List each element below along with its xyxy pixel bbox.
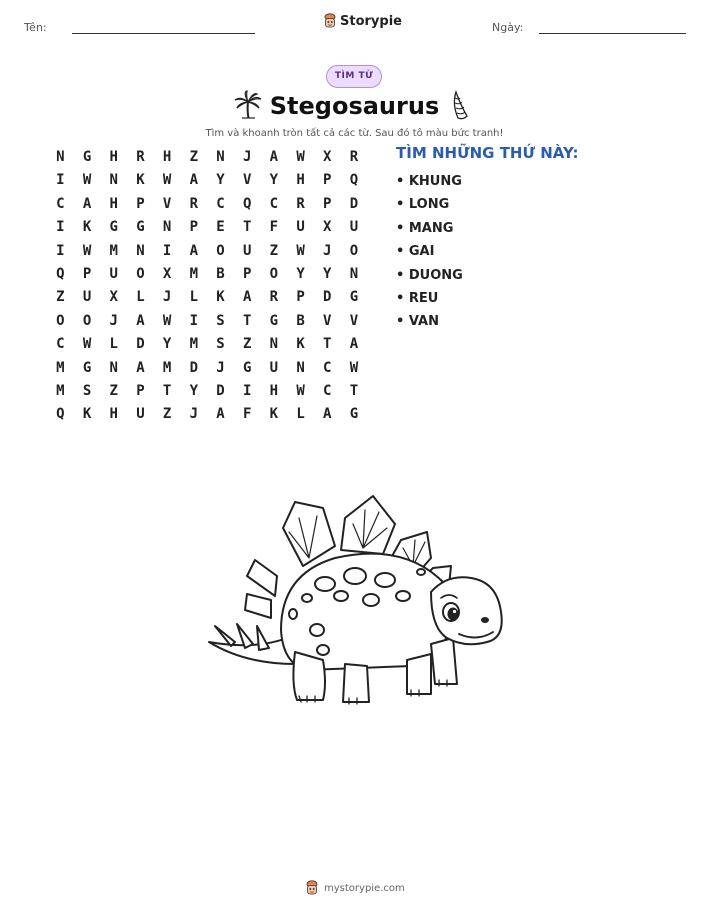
grid-letter[interactable]: G bbox=[242, 359, 252, 376]
grid-letter[interactable]: L bbox=[109, 336, 118, 353]
word-list-item: • DUONG bbox=[396, 264, 463, 287]
grid-letter[interactable]: Y bbox=[323, 265, 332, 282]
grid-letter[interactable]: U bbox=[242, 242, 252, 259]
grid-letter[interactable]: G bbox=[109, 219, 118, 236]
page-title: Stegosaurus bbox=[269, 92, 440, 120]
grid-letter[interactable]: T bbox=[349, 382, 359, 399]
grid-letter[interactable]: E bbox=[216, 219, 225, 236]
word-search-grid[interactable] bbox=[47, 146, 367, 427]
grid-letter[interactable]: I bbox=[56, 219, 65, 236]
grid-letter[interactable]: H bbox=[109, 406, 118, 423]
grid-letter[interactable]: U bbox=[349, 219, 359, 236]
word-list-item: • LONG bbox=[396, 193, 463, 216]
grid-letter[interactable]: G bbox=[349, 289, 359, 306]
activity-badge: TÌM TỪ bbox=[326, 65, 382, 88]
grid-letter[interactable]: R bbox=[136, 149, 145, 165]
grid-letter[interactable]: P bbox=[136, 195, 145, 212]
grid-letter[interactable]: H bbox=[269, 382, 279, 399]
grid-letter[interactable]: V bbox=[242, 172, 252, 189]
grid-letter[interactable]: K bbox=[136, 172, 145, 189]
grid-letter[interactable]: P bbox=[242, 265, 252, 282]
grid-letter[interactable]: U bbox=[109, 265, 118, 282]
grid-letter[interactable]: K bbox=[82, 219, 92, 236]
grid-letter[interactable]: T bbox=[242, 219, 252, 236]
grid-letter[interactable]: L bbox=[296, 406, 305, 423]
grid-letter[interactable]: I bbox=[189, 312, 198, 329]
word-list-heading: TÌM NHỮNG THỨ NÀY: bbox=[396, 144, 579, 162]
grid-letter[interactable]: D bbox=[189, 359, 198, 376]
grid-letter[interactable]: V bbox=[162, 195, 172, 212]
grid-letter[interactable]: L bbox=[189, 289, 198, 306]
grid-letter[interactable]: C bbox=[323, 359, 332, 376]
grid-letter[interactable]: K bbox=[296, 336, 305, 353]
word-list bbox=[396, 170, 463, 334]
grid-letter[interactable]: L bbox=[136, 289, 145, 306]
grid-letter[interactable]: A bbox=[269, 149, 279, 165]
grid-letter[interactable]: S bbox=[216, 312, 225, 329]
word-list-item: • VAN bbox=[396, 310, 463, 333]
grid-letter[interactable]: C bbox=[216, 195, 225, 212]
grid-letter[interactable]: J bbox=[109, 312, 118, 329]
grid-letter[interactable]: K bbox=[216, 289, 225, 306]
grid-letter[interactable]: O bbox=[216, 242, 225, 259]
grid-letter[interactable]: O bbox=[56, 312, 65, 329]
grid-letter[interactable]: V bbox=[323, 312, 332, 329]
stegosaurus-illustration bbox=[195, 488, 515, 720]
grid-letter[interactable]: N bbox=[56, 149, 65, 165]
grid-letter[interactable]: Y bbox=[269, 172, 279, 189]
grid-letter[interactable]: A bbox=[189, 172, 198, 189]
grid-letter[interactable]: D bbox=[323, 289, 332, 306]
grid-letter[interactable]: J bbox=[189, 406, 198, 423]
grid-letter[interactable]: W bbox=[162, 172, 172, 189]
grid-letter[interactable]: J bbox=[216, 359, 225, 376]
grid-letter[interactable]: N bbox=[136, 242, 145, 259]
grid-letter[interactable]: T bbox=[162, 382, 172, 399]
grid-letter[interactable]: Z bbox=[162, 406, 172, 423]
grid-letter[interactable]: Z bbox=[109, 382, 118, 399]
grid-letter[interactable]: H bbox=[109, 149, 118, 165]
grid-letter[interactable]: M bbox=[189, 265, 198, 282]
grid-letter[interactable]: H bbox=[109, 195, 118, 212]
grid-letter[interactable]: C bbox=[323, 382, 332, 399]
grid-letter[interactable]: R bbox=[296, 195, 305, 212]
grid-letter[interactable]: U bbox=[269, 359, 279, 376]
grid-letter[interactable]: N bbox=[296, 359, 305, 376]
grid-letter[interactable]: P bbox=[296, 289, 305, 306]
grid-letter[interactable]: Y bbox=[216, 172, 225, 189]
grid-letter[interactable]: B bbox=[296, 312, 305, 329]
grid-letter[interactable]: O bbox=[349, 242, 359, 259]
grid-letter[interactable]: H bbox=[296, 172, 305, 189]
grid-letter[interactable]: A bbox=[189, 242, 198, 259]
grid-letter[interactable]: N bbox=[109, 172, 118, 189]
grid-letter[interactable]: U bbox=[136, 406, 145, 423]
grid-letter[interactable]: I bbox=[56, 242, 65, 259]
name-field-line[interactable] bbox=[72, 33, 255, 34]
date-field-line[interactable] bbox=[539, 33, 686, 34]
grid-letter[interactable]: K bbox=[82, 406, 92, 423]
grid-letter[interactable]: Q bbox=[56, 406, 65, 423]
grid-letter[interactable]: X bbox=[323, 219, 332, 236]
grid-letter[interactable]: P bbox=[323, 195, 332, 212]
grid-letter[interactable]: Y bbox=[189, 382, 198, 399]
grid-letter[interactable]: I bbox=[242, 382, 252, 399]
grid-letter[interactable]: M bbox=[162, 359, 172, 376]
grid-letter[interactable]: W bbox=[296, 242, 305, 259]
grid-letter[interactable]: T bbox=[323, 336, 332, 353]
grid-letter[interactable]: P bbox=[323, 172, 332, 189]
grid-letter[interactable]: N bbox=[269, 336, 279, 353]
grid-letter[interactable]: A bbox=[242, 289, 252, 306]
grid-letter[interactable]: N bbox=[162, 219, 172, 236]
grid-letter[interactable]: A bbox=[82, 195, 92, 212]
grid-letter[interactable]: G bbox=[136, 219, 145, 236]
grid-letter[interactable]: G bbox=[82, 359, 92, 376]
grid-letter[interactable]: R bbox=[189, 195, 198, 212]
grid-letter[interactable]: W bbox=[349, 359, 359, 376]
name-label: Tên: bbox=[24, 21, 47, 34]
footer bbox=[305, 880, 405, 896]
grid-letter[interactable]: U bbox=[82, 289, 92, 306]
grid-letter[interactable]: Z bbox=[242, 336, 252, 353]
grid-letter[interactable]: Y bbox=[162, 336, 172, 353]
grid-letter[interactable]: A bbox=[136, 359, 145, 376]
grid-letter[interactable]: G bbox=[349, 406, 359, 423]
grid-letter[interactable]: M bbox=[56, 359, 65, 376]
grid-letter[interactable]: D bbox=[349, 195, 359, 212]
grid-letter[interactable]: M bbox=[109, 242, 118, 259]
grid-letter[interactable]: Y bbox=[296, 265, 305, 282]
grid-letter[interactable]: A bbox=[216, 406, 225, 423]
grid-letter[interactable]: J bbox=[242, 149, 252, 165]
grid-letter[interactable]: I bbox=[56, 172, 65, 189]
word-list-item: • REU bbox=[396, 287, 463, 310]
grid-letter[interactable]: Z bbox=[269, 242, 279, 259]
grid-letter[interactable]: W bbox=[82, 172, 92, 189]
grid-letter[interactable]: M bbox=[189, 336, 198, 353]
grid-letter[interactable]: C bbox=[56, 336, 65, 353]
grid-letter[interactable]: O bbox=[269, 265, 279, 282]
grid-letter[interactable]: U bbox=[296, 219, 305, 236]
grid-letter[interactable]: J bbox=[162, 289, 172, 306]
instructions: Tìm và khoanh tròn tất cả các từ. Sau đó tô màu bức tranh! bbox=[205, 128, 504, 139]
grid-letter[interactable]: F bbox=[242, 406, 252, 423]
brand-logo bbox=[323, 13, 402, 29]
grid-letter[interactable]: J bbox=[323, 242, 332, 259]
grid-letter[interactable]: W bbox=[82, 336, 92, 353]
grid-letter[interactable]: R bbox=[269, 289, 279, 306]
grid-letter[interactable]: G bbox=[82, 149, 92, 165]
grid-letter[interactable]: G bbox=[269, 312, 279, 329]
grid-letter[interactable]: Q bbox=[56, 265, 65, 282]
seashell-icon bbox=[449, 90, 471, 122]
grid-letter[interactable]: S bbox=[82, 382, 92, 399]
word-list-item: • KHUNG bbox=[396, 170, 463, 193]
storypie-mascot-icon bbox=[323, 13, 337, 29]
grid-letter[interactable]: W bbox=[296, 149, 305, 165]
grid-letter[interactable]: C bbox=[56, 195, 65, 212]
grid-letter[interactable]: S bbox=[216, 336, 225, 353]
footer-site: mystorypie.com bbox=[324, 882, 405, 894]
grid-letter[interactable]: A bbox=[349, 336, 359, 353]
grid-letter[interactable]: N bbox=[216, 149, 225, 165]
grid-letter[interactable]: O bbox=[82, 312, 92, 329]
grid-letter[interactable]: D bbox=[136, 336, 145, 353]
word-list-item: • GAI bbox=[396, 240, 463, 263]
grid-letter[interactable]: M bbox=[56, 382, 65, 399]
grid-letter[interactable]: X bbox=[323, 149, 332, 165]
grid-letter[interactable]: N bbox=[349, 265, 359, 282]
grid-letter[interactable]: N bbox=[109, 359, 118, 376]
grid-letter[interactable]: I bbox=[162, 242, 172, 259]
grid-letter[interactable]: P bbox=[82, 265, 92, 282]
grid-letter[interactable]: W bbox=[162, 312, 172, 329]
word-list-item: • MANG bbox=[396, 217, 463, 240]
date-label: Ngày: bbox=[492, 21, 524, 34]
grid-letter[interactable]: W bbox=[296, 382, 305, 399]
grid-letter[interactable]: D bbox=[216, 382, 225, 399]
storypie-mascot-icon bbox=[305, 880, 319, 896]
grid-letter[interactable]: Q bbox=[242, 195, 252, 212]
grid-letter[interactable]: O bbox=[136, 265, 145, 282]
grid-letter[interactable]: V bbox=[349, 312, 359, 329]
grid-letter[interactable]: F bbox=[269, 219, 279, 236]
grid-letter[interactable]: H bbox=[162, 149, 172, 165]
grid-letter[interactable]: C bbox=[269, 195, 279, 212]
grid-letter[interactable]: X bbox=[109, 289, 118, 306]
grid-letter[interactable]: Q bbox=[349, 172, 359, 189]
grid-letter[interactable]: T bbox=[242, 312, 252, 329]
grid-letter[interactable]: P bbox=[136, 382, 145, 399]
grid-letter[interactable]: A bbox=[323, 406, 332, 423]
grid-letter[interactable]: P bbox=[189, 219, 198, 236]
grid-letter[interactable]: Z bbox=[189, 149, 198, 165]
grid-letter[interactable]: B bbox=[216, 265, 225, 282]
brand-name: Storypie bbox=[340, 13, 402, 29]
grid-letter[interactable]: A bbox=[136, 312, 145, 329]
grid-letter[interactable]: X bbox=[162, 265, 172, 282]
grid-letter[interactable]: R bbox=[349, 149, 359, 165]
grid-letter[interactable]: K bbox=[269, 406, 279, 423]
grid-letter[interactable]: W bbox=[82, 242, 92, 259]
grid-letter[interactable]: Z bbox=[56, 289, 65, 306]
